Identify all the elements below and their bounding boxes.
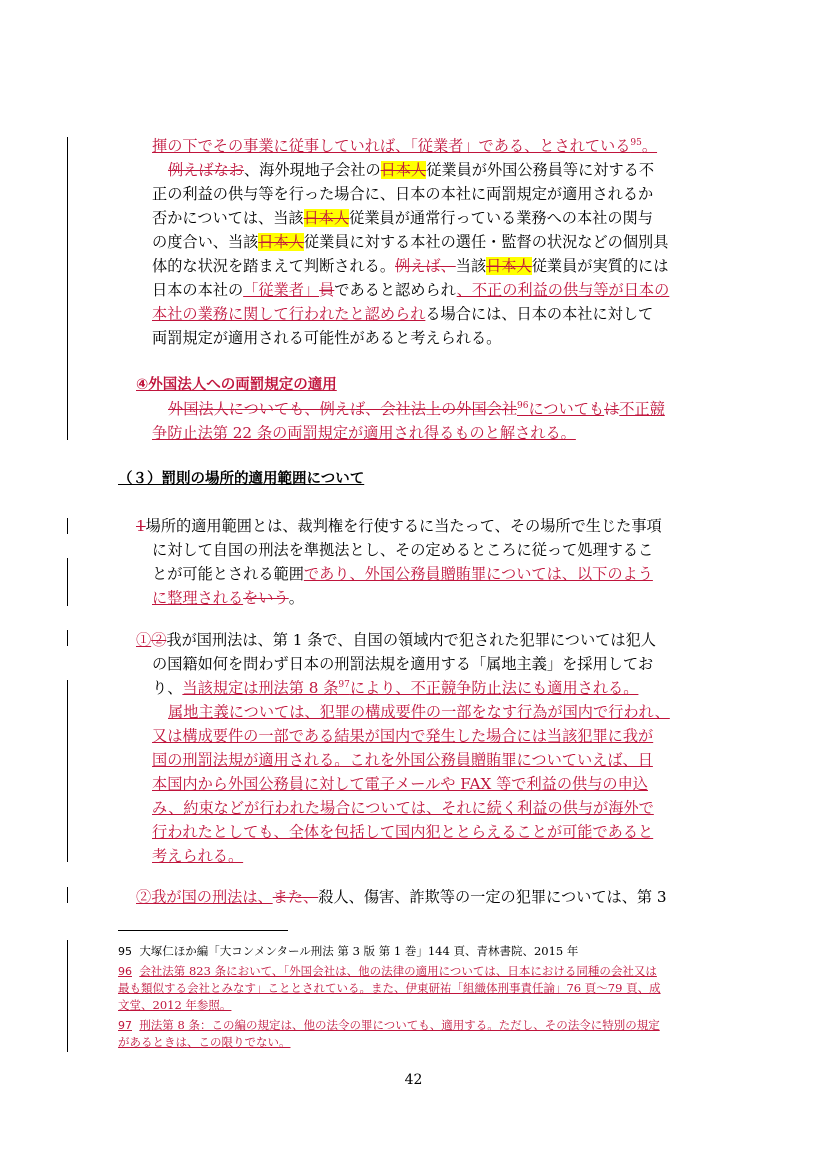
subheading [136, 373, 696, 397]
footnote-text: 文堂、2012 年参照。 [118, 998, 232, 1012]
body-text: る場合には、日本の本社に対して [425, 305, 654, 323]
body-text: 否かについては、当該 [152, 209, 304, 227]
footnote-number: 95 [118, 945, 132, 958]
change-bar [67, 680, 68, 862]
inserted-text: 揮の下でその事業に従事していれば、「従業者」である、とされている [152, 137, 631, 155]
inserted-text: であり、外国公務員贈賄罪については、以下のよう [303, 565, 653, 583]
inserted-heading: ④外国法人への両罰規定の適用 [136, 377, 337, 393]
body-text: 従業員が外国公務員等に対する不 [426, 161, 654, 179]
highlight-deleted: 日本人 [486, 257, 532, 275]
section-title: （３）罰則の場所的適用範囲について [118, 471, 365, 487]
inserted-text: 又は構成要件の一部である結果が国内で発生した場合には当該犯罪に我が [152, 727, 654, 745]
inserted-text: 本社の業務に関して行われたと認められ [152, 305, 426, 323]
deleted-text: また、 [272, 888, 319, 906]
footnote-separator [118, 930, 288, 931]
body-text: 場所的適用範囲とは、裁判権を行使するに当たって、その場所で生じた事項 [145, 517, 662, 535]
inserted-text: 属地主義については、犯罪の構成要件の一部をなす行為が国内で行われ、 [168, 703, 670, 721]
page-number: 42 [404, 1072, 423, 1088]
highlight-deleted: 日本人 [258, 233, 304, 251]
inserted-text: 本国内から外国公務員に対して電子メールや FAX 等で利益の供与の申込 [152, 775, 648, 793]
change-bar [67, 630, 68, 646]
text-line [152, 326, 712, 350]
inserted-text: 、不正の利益の供与等が日本の [456, 281, 670, 299]
footnote-text: 刑法第 8 条：この編の規定は、他の法令の罪についても、適用する。ただし、その法令に特別の規定 [139, 1018, 660, 1032]
highlight-deleted: 日本人 [303, 209, 350, 227]
inserted-text: 「従業 [243, 281, 289, 299]
text-line [152, 586, 712, 610]
inserted-text: についても [528, 400, 605, 418]
footnote-96-cont [118, 980, 718, 997]
footnote-ref: 95 [630, 137, 642, 148]
text-line [152, 302, 712, 326]
footnote-number: 96 [118, 965, 132, 978]
text-line [152, 182, 712, 206]
inserted-text: 争防止法第 22 条の両罰規定が適用され得るものと解される。 [152, 424, 576, 442]
section-heading [118, 467, 678, 491]
body-text: とが可能とされる範囲 [152, 565, 304, 583]
inserted-text: み、約束などが行われた場合については、それに続く利益の供与が海外で [152, 799, 654, 817]
inserted-text: 当該規定は刑法第 8 条 [182, 679, 339, 697]
text-line [152, 397, 712, 421]
highlight-deleted: 日本人 [380, 161, 427, 179]
body-text: 当該 [455, 257, 487, 275]
body-text: 従業員に対する本社の選任・監督の状況などの個別具 [303, 233, 669, 251]
footnote-96-cont [118, 997, 718, 1014]
text-line [152, 820, 712, 844]
footnote-text: 会社法第 823 条において、「外国会社は、他の法律の適用については、日本における同種の会社又は [139, 964, 657, 978]
text-line [136, 514, 712, 538]
text-line [152, 748, 712, 772]
text-line [152, 278, 712, 302]
body-text: 正の利益の供与等を行った場合に、日本の本社に両罰規定が適用されるか [152, 185, 654, 203]
text-line [152, 158, 712, 182]
footnote-ref: 96 [517, 400, 529, 411]
deleted-text: をいう [243, 589, 289, 607]
text-line [136, 885, 712, 909]
body-text: 、海外現地子会社の [243, 161, 381, 179]
footnote-text: 大塚仁ほか編「大コンメンタール刑法 第 3 版 第 1 巻」144 頁、青林書院、2015 年 [139, 944, 579, 958]
body-text: 体的な状況を踏まえて判断される。 [152, 257, 395, 275]
deleted-text: 例えばなお [168, 161, 244, 179]
body-text: 我が国刑法は、第 1 条で、自国の領域内で犯された犯罪については犯人 [166, 631, 656, 649]
inserted-text: 国の刑罰法規が適用される。これを外国公務員贈賄罪についていえば、日 [152, 751, 653, 769]
text-line [152, 676, 712, 700]
inserted-text: に整理される [152, 589, 244, 607]
text-line [152, 538, 712, 562]
text-line [152, 700, 712, 724]
footnote-number: 97 [118, 1019, 132, 1032]
text-line [152, 724, 712, 748]
body-text: に対して自国の刑法を準拠法とし、その定めるところに従って処理するこ [152, 541, 654, 559]
body-text: 日本の本社の [152, 281, 244, 299]
deleted-text: 1 [136, 517, 146, 535]
text-line [152, 134, 712, 158]
change-bar [67, 887, 68, 903]
text-line [152, 230, 712, 254]
text-line [152, 796, 712, 820]
text-line [152, 421, 712, 445]
footnote-97 [118, 1017, 718, 1034]
deleted-text: は [604, 400, 620, 418]
inserted-text: 不正競 [619, 400, 665, 418]
deleted-text: 例えば、 [395, 257, 456, 275]
change-bar [67, 137, 68, 440]
deleted-text: 外国法人についても、例えば、会社法上の外国会社 [168, 400, 518, 418]
text-line [136, 628, 712, 652]
text-line [152, 844, 712, 868]
footnote-text: 最も類似する会社とみなす」こととされている。また、伊東研祐「組織体刑事責任論」76 頁〜79 頁、成 [118, 981, 661, 995]
text-line [152, 562, 712, 586]
footnote-ref: 97 [338, 679, 350, 690]
footnote-96 [118, 963, 718, 980]
body-text: 。 [288, 589, 304, 607]
inserted-text: ②我が国の刑法は、 [136, 888, 273, 906]
footnote-text: があるときは、この限りでない。 [118, 1035, 291, 1049]
text-line [152, 652, 712, 676]
change-bar [67, 558, 68, 606]
deleted-text: ② [151, 631, 167, 649]
footnote-97-cont [118, 1034, 718, 1051]
inserted-text: 行われたとしても、全体を包括して国内犯ととらえることが可能であると [152, 823, 654, 841]
body-text: の度合い、当該 [152, 233, 259, 251]
inserted-text: により、不正競争防止法にも適用される。 [349, 679, 639, 697]
body-text: 従業員が通常行っている業務への本社の関与 [349, 209, 653, 227]
inserted-text: ① [136, 631, 152, 649]
body-text: の国籍如何を問わず日本の刑罰法規を適用する「属地主義」を採用してお [152, 655, 654, 673]
change-bar [67, 940, 68, 1052]
body-text: であると認められ [334, 281, 457, 299]
body-text: 両罰規定が適用される可能性があると考えられる。 [152, 329, 502, 347]
text-line [152, 254, 712, 278]
body-text: 従業員が実質的には [531, 257, 669, 275]
text-line [152, 772, 712, 796]
footnote-95 [118, 943, 718, 960]
body-text: 殺人、傷害、詐欺等の一定の犯罪については、第 3 [318, 888, 667, 906]
inserted-text: 者」 [288, 281, 320, 299]
inserted-text: 考えられる。 [152, 847, 244, 865]
inserted-text: 。 [641, 137, 658, 155]
change-bar [67, 518, 68, 534]
text-line [152, 206, 712, 230]
body-text: り、 [152, 679, 183, 697]
deleted-text: 員 [319, 281, 335, 299]
